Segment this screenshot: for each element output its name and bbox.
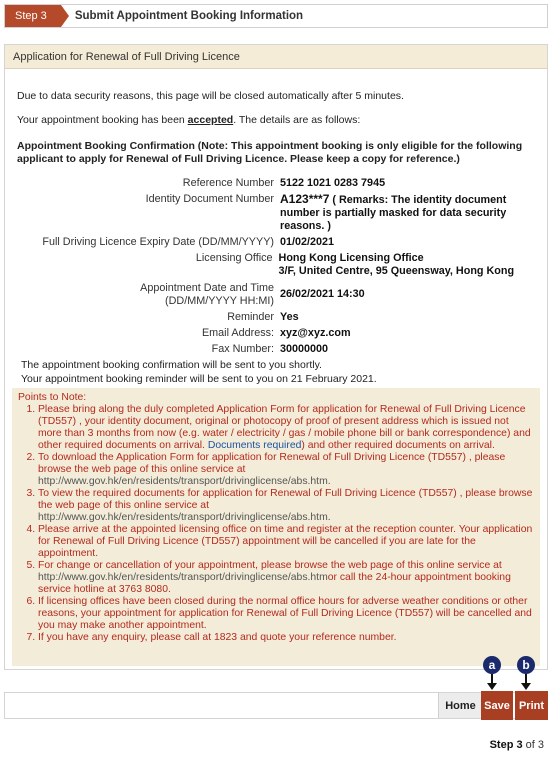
id-document-row xyxy=(17,193,537,233)
office-row xyxy=(17,252,537,278)
office-name: Hong Kong Licensing Office xyxy=(278,252,424,264)
annotation-arrowhead-a xyxy=(487,683,497,690)
annotation-marker-a: a xyxy=(483,656,501,674)
id-document-label: Identity Document Number xyxy=(145,193,274,205)
point-7: 7. If you have any enquiry, please call at 1823 and quote your reference number. xyxy=(38,632,534,644)
point-1-tail: ) and other required documents on arrival. xyxy=(301,440,495,451)
panel-title: Application for Renewal of Full Driving Licence xyxy=(5,45,547,69)
fax-row xyxy=(17,343,537,356)
reminder-row xyxy=(17,311,537,324)
points-to-note xyxy=(12,388,540,666)
documents-required-link[interactable]: Documents required xyxy=(207,440,302,451)
step-title: Submit Appointment Booking Information xyxy=(74,10,304,22)
point-5 xyxy=(38,560,534,596)
point-3 xyxy=(38,488,534,524)
point-1-text: Please bring along the duly completed Application Form for application for Renewal of Full Driving Licence (TD557) , your identity document, original or photocopy of proof of present address which is issued not more than 3 months from now (e.g. water / electricity / gas / mobile phone bill or bank correspondence) and other required documents on arrival. xyxy=(38,404,531,451)
points-heading: Points to Note: xyxy=(18,392,87,403)
point-2 xyxy=(38,452,534,488)
point-1 xyxy=(38,404,534,452)
step-progress-total: of 3 xyxy=(522,739,544,751)
points-list xyxy=(18,404,534,644)
reminder-sent-note: Your appointment booking reminder will be sent to you on 21 February 2021. xyxy=(21,373,377,385)
annotation-marker-b: b xyxy=(517,656,535,674)
reference-value: 5122 1021 0283 7945 xyxy=(280,177,386,189)
id-document-remark: ( Remarks: The identity document number is partially masked for data security reasons. ) xyxy=(280,194,507,232)
booking-panel xyxy=(4,44,548,670)
expiry-value: 01/02/2021 xyxy=(280,236,335,248)
reference-row xyxy=(17,177,537,190)
point-2-text: To download the Application Form for application for Renewal of Full Driving Licence (TD557) , please browse the web page of this online service at xyxy=(38,452,506,475)
fax-label: Fax Number: xyxy=(211,343,274,355)
reference-label: Reference Number xyxy=(182,177,274,189)
print-button[interactable]: Print xyxy=(515,691,548,720)
expiry-label: Full Driving Licence Expiry Date (DD/MM/YYYY) xyxy=(42,236,274,248)
status-suffix: . The details are as follows: xyxy=(233,114,361,126)
step-progress xyxy=(490,739,544,751)
id-document-number: A123***7 xyxy=(280,192,330,206)
id-document-value xyxy=(280,193,530,233)
point-5-text: For change or cancellation of your appointment, please browse the web page of this online service at xyxy=(38,560,502,571)
booking-status xyxy=(17,114,537,127)
step-header xyxy=(4,4,548,28)
email-label: Email Address: xyxy=(201,327,274,339)
appointment-row xyxy=(17,282,537,308)
point-4: 4. Please arrive at the appointed licensing office on time and register at the reception counter. Your application for Renewal of Full Driving Licence (TD557) appointment will be cancelled if you are late for the appointment. xyxy=(38,524,534,560)
security-notice: Due to data security reasons, this page will be closed automatically after 5 minutes. xyxy=(17,90,404,102)
appointment-label: Appointment Date and Time (DD/MM/YYYY HH:MI) xyxy=(140,282,274,307)
confirmation-sent-note: The appointment booking confirmation will be sent to you shortly. xyxy=(21,359,322,371)
confirmation-note: Appointment Booking Confirmation (Note: This appointment booking is only eligible for the following applicant to apply for Renewal of Full Driving Licence. Please keep a copy for reference.) xyxy=(17,140,523,165)
status-prefix: Your appointment booking has been xyxy=(17,114,188,126)
point-5-tail: or call the 24-hour appointment booking service hotline at 3763 8080. xyxy=(38,572,511,595)
home-button[interactable]: Home xyxy=(438,693,482,718)
point-6: 6. If licensing offices have been closed during the normal office hours for adverse weather conditions or other reasons, your appointment for application for Renewal of Full Driving Licence (TD557) will be cancelled and you may make another appointment. xyxy=(38,596,534,632)
point-3-url[interactable]: http://www.gov.hk/en/residents/transport/drivinglicense/abs.htm. xyxy=(38,512,331,523)
appointment-value: 26/02/2021 14:30 xyxy=(280,288,365,300)
reminder-value: Yes xyxy=(280,311,299,323)
save-button[interactable]: Save xyxy=(481,691,513,720)
annotation-arrowhead-b xyxy=(521,683,531,690)
office-label: Licensing Office xyxy=(195,252,273,264)
office-value xyxy=(279,252,537,278)
booking-details xyxy=(17,177,537,359)
expiry-row xyxy=(17,236,537,249)
step-progress-current: Step 3 xyxy=(489,739,523,751)
office-address: 3/F, United Centre, 95 Queensway, Hong Kong xyxy=(278,265,515,277)
point-5-url[interactable]: http://www.gov.hk/en/residents/transport/drivinglicense/abs.htm xyxy=(38,572,328,583)
fax-value: 30000000 xyxy=(280,343,329,355)
button-bar xyxy=(4,692,548,719)
email-value: xyz@xyz.com xyxy=(280,327,351,339)
point-3-text: To view the required documents for application for Renewal of Full Driving Licence (TD557) , please browse the web page of this online service at xyxy=(38,488,533,511)
email-row xyxy=(17,327,537,340)
point-2-url[interactable]: http://www.gov.hk/en/residents/transport/drivinglicense/abs.htm. xyxy=(38,476,331,487)
reminder-label: Reminder xyxy=(227,311,274,323)
step-badge: Step 3 xyxy=(5,5,61,27)
status-word: accepted xyxy=(187,114,234,126)
